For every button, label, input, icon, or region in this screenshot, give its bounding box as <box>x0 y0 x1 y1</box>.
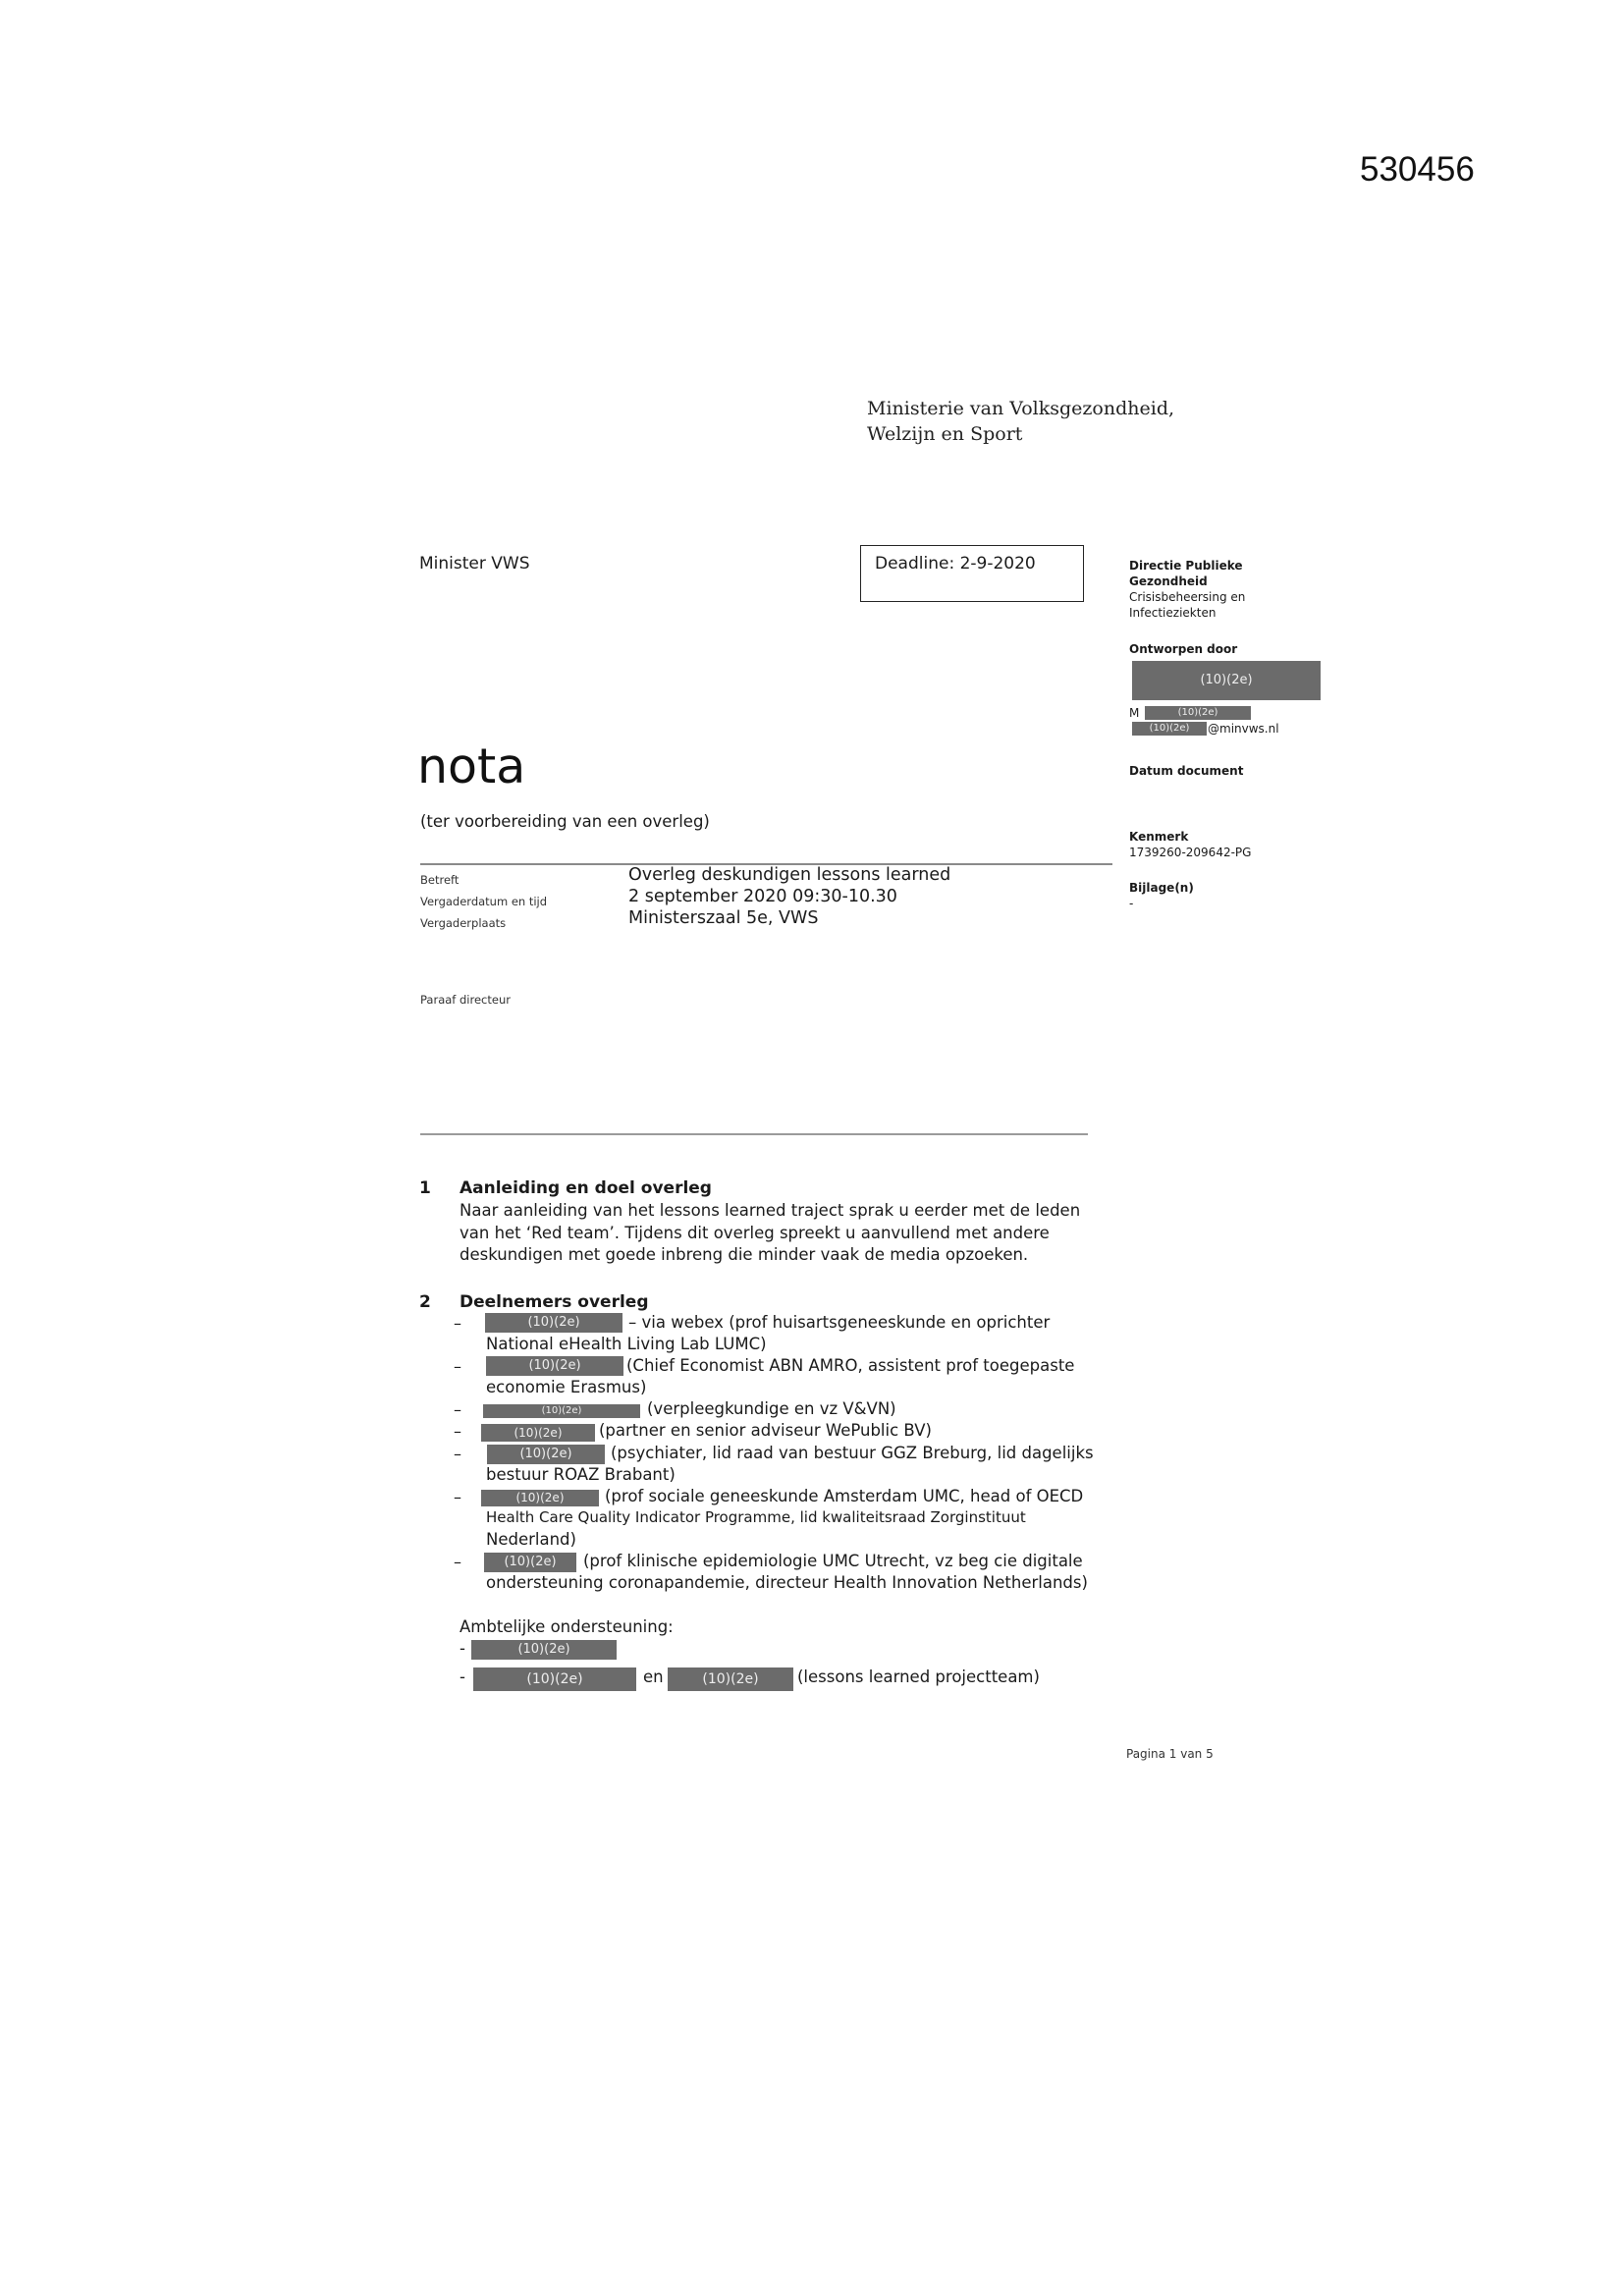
paraaf-directeur: Paraaf directeur <box>420 993 511 1007</box>
support-dash: - <box>460 1667 465 1686</box>
section-1-line: van het ‘Red team’. Tijdens dit overleg spreekt u aanvullend met andere <box>460 1223 1050 1242</box>
participant-1-line-2: National eHealth Living Lab LUMC) <box>486 1335 767 1353</box>
section-1-line: Naar aanleiding van het lessons learned traject sprak u eerder met de leden <box>460 1201 1081 1220</box>
support-label: Ambtelijke ondersteuning: <box>460 1617 674 1636</box>
afdeling-line-1: Crisisbeheersing en <box>1129 590 1246 604</box>
directie-line-2: Gezondheid <box>1129 574 1208 588</box>
redacted-support-person: (10)(2e) <box>473 1667 636 1691</box>
participant-6-line-3: Nederland) <box>486 1530 576 1549</box>
redacted-participant: (10)(2e) <box>481 1490 599 1506</box>
support-team: (lessons learned projectteam) <box>797 1667 1040 1686</box>
datum-tijd-value: 2 september 2020 09:30-10.30 <box>628 887 897 906</box>
participant-1-line-1: – via webex (prof huisartsgeneeskunde en oprichter <box>628 1313 1051 1332</box>
deadline-text: Deadline: 2-9-2020 <box>875 554 1036 574</box>
kenmerk-value: 1739260-209642-PG <box>1129 846 1252 859</box>
list-dash: – <box>454 1400 461 1419</box>
list-dash: – <box>454 1357 461 1376</box>
participant-2-line-2: economie Erasmus) <box>486 1378 647 1396</box>
sidebar-directie <box>1129 558 1245 621</box>
section-1-line: deskundigen met goede inbreng die minder vaak de media opzoeken. <box>460 1245 1029 1264</box>
afdeling-line-2: Infectieziekten <box>1129 606 1217 620</box>
page-number: Pagina 1 van 5 <box>1126 1747 1214 1761</box>
participant-4-line-1: (partner en senior adviseur WePublic BV) <box>599 1421 932 1440</box>
kenmerk-block <box>1129 829 1251 860</box>
section-2-title: Deelnemers overleg <box>460 1292 649 1312</box>
datum-label-text: Datum document <box>1129 764 1244 778</box>
participant-7-line-2: ondersteuning coronapandemie, directeur Health Innovation Netherlands) <box>486 1573 1088 1592</box>
sidebar-m-prefix: M <box>1129 706 1140 720</box>
participant-2-line-1: (Chief Economist ABN AMRO, assistent prof toegepaste <box>626 1356 1075 1375</box>
redacted-participant: (10)(2e) <box>484 1553 576 1572</box>
document-number: 530456 <box>1360 150 1475 189</box>
directie-line-1: Directie Publieke <box>1129 559 1243 573</box>
participant-5-line-2: bestuur ROAZ Brabant) <box>486 1465 676 1484</box>
section-2-number: 2 <box>419 1292 431 1312</box>
redacted-support-person: (10)(2e) <box>471 1640 617 1660</box>
participant-7-line-1: (prof klinische epidemiologie UMC Utrecht, vz beg cie digitale <box>583 1552 1083 1570</box>
support-dash: - <box>460 1639 465 1658</box>
section-1-title: Aanleiding en doel overleg <box>460 1178 712 1198</box>
kenmerk-label: Kenmerk <box>1129 830 1189 844</box>
section-1-body <box>460 1200 1080 1267</box>
bijlage-label: Bijlage(n) <box>1129 881 1194 895</box>
section-1-number: 1 <box>419 1178 431 1198</box>
list-dash: – <box>454 1422 461 1441</box>
redacted-author-name: (10)(2e) <box>1132 661 1321 700</box>
support-en: en <box>643 1667 664 1686</box>
list-dash: – <box>454 1553 461 1571</box>
document-subtitle: (ter voorbereiding van een overleg) <box>420 812 710 831</box>
ontworpen-label-text: Ontworpen door <box>1129 642 1238 656</box>
participant-6-line-1: (prof sociale geneeskunde Amsterdam UMC, head of OECD <box>605 1487 1084 1505</box>
redacted-participant: (10)(2e) <box>485 1313 622 1333</box>
redacted-participant: (10)(2e) <box>481 1424 595 1442</box>
plaats-value: Ministerszaal 5e, VWS <box>628 908 819 928</box>
redacted-support-person: (10)(2e) <box>668 1667 793 1691</box>
plaats-label: Vergaderplaats <box>420 916 507 930</box>
list-dash: – <box>454 1314 461 1333</box>
redacted-participant: (10)(2e) <box>483 1404 640 1418</box>
redacted-phone: (10)(2e) <box>1145 706 1251 720</box>
datum-tijd-label: Vergaderdatum en tijd <box>420 895 548 908</box>
betreft-label: Betreft <box>420 873 460 887</box>
email-suffix: @minvws.nl <box>1208 722 1279 736</box>
addressee: Minister VWS <box>419 554 530 574</box>
betreft-value: Overleg deskundigen lessons learned <box>628 865 951 885</box>
datum-label <box>1129 763 1243 779</box>
ministry-logo-text <box>867 396 1174 447</box>
ministry-line-2: Welzijn en Sport <box>867 423 1023 445</box>
bijlage-value: - <box>1129 897 1134 910</box>
participant-6-line-2: Health Care Quality Indicator Programme, lid kwaliteitsraad Zorginstituut <box>486 1508 1026 1526</box>
deadline-box <box>860 545 1084 602</box>
redacted-email: (10)(2e) <box>1132 722 1207 736</box>
ministry-line-1: Ministerie van Volksgezondheid, <box>867 398 1175 419</box>
participant-5-line-1: (psychiater, lid raad van bestuur GGZ Breburg, lid dagelijks <box>611 1444 1094 1462</box>
document-title: nota <box>417 738 526 794</box>
redacted-participant: (10)(2e) <box>486 1356 623 1376</box>
redacted-participant: (10)(2e) <box>487 1445 605 1464</box>
bijlage-block <box>1129 880 1194 911</box>
participant-3-line-1: (verpleegkundige en vz V&VN) <box>647 1399 896 1418</box>
list-dash: – <box>454 1488 461 1506</box>
section-divider <box>420 1133 1088 1135</box>
ontworpen-label <box>1129 641 1237 657</box>
list-dash: – <box>454 1445 461 1463</box>
